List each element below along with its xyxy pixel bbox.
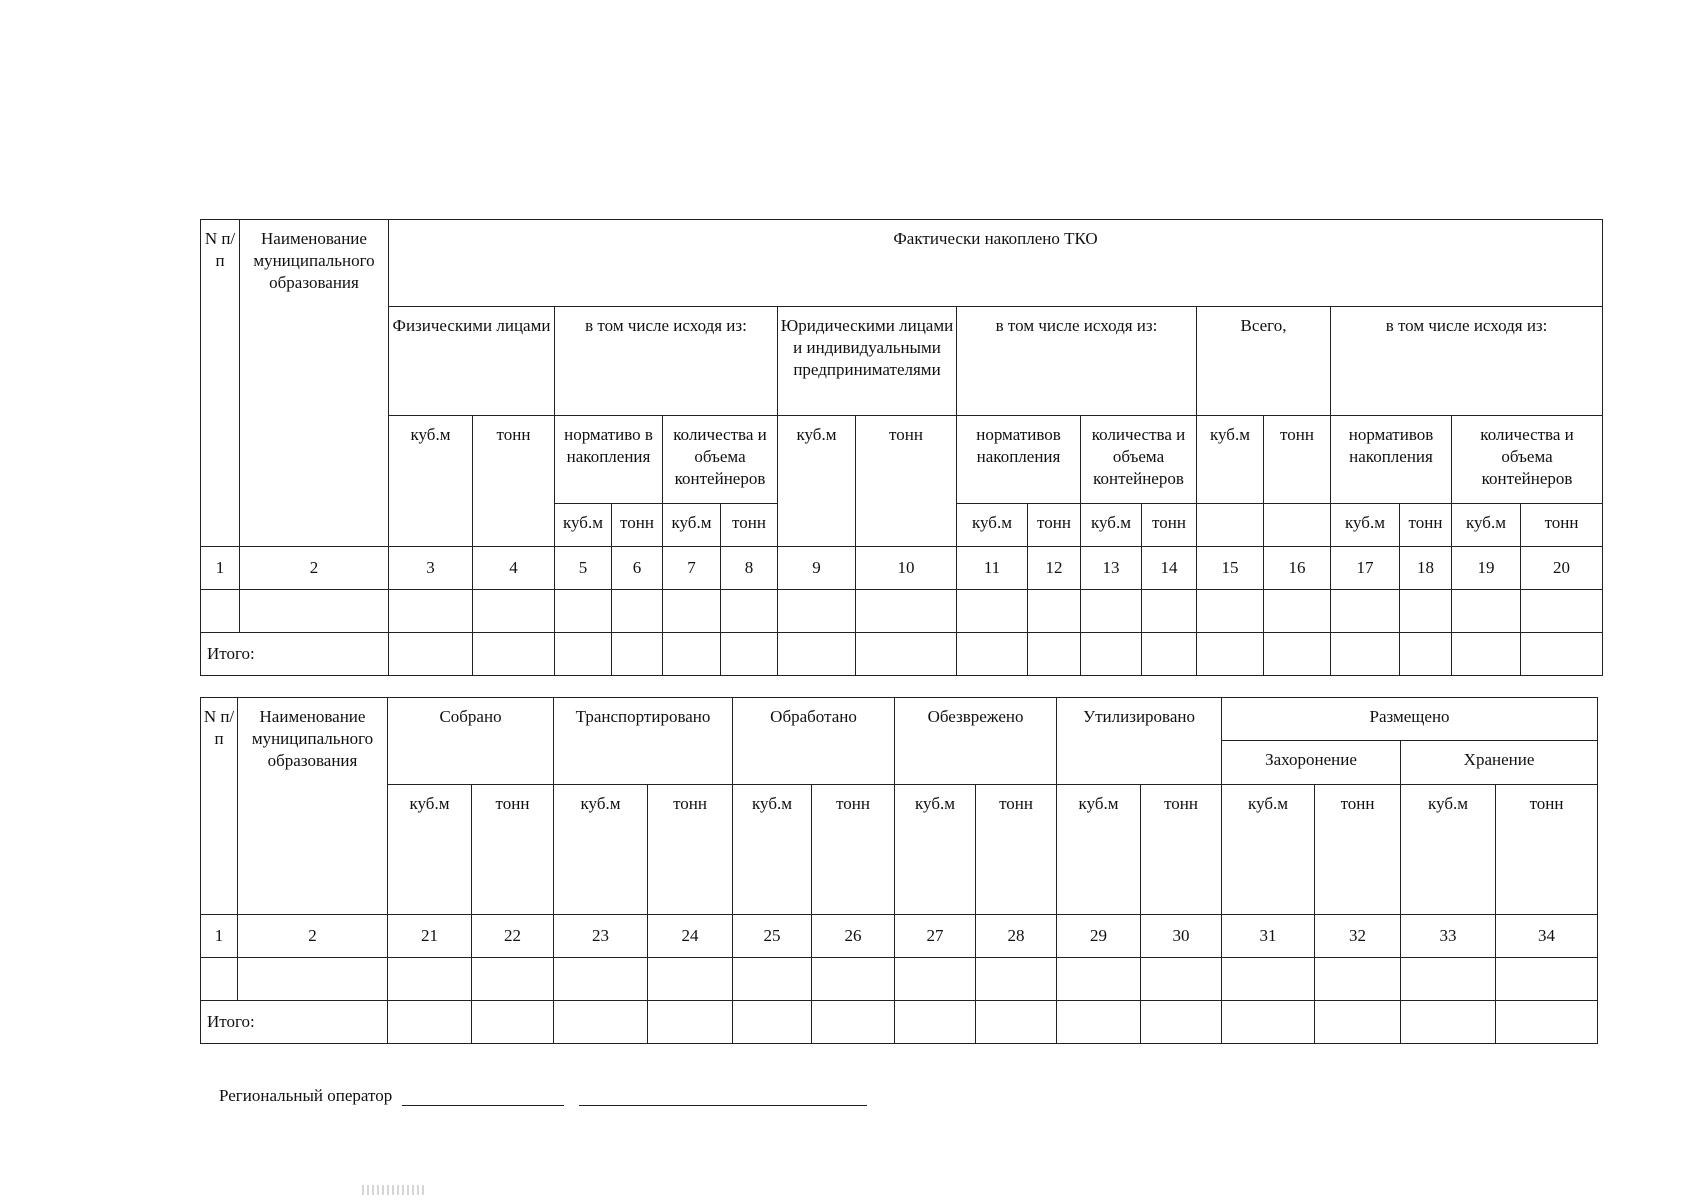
header-municipality: Наименование муниципального образования xyxy=(238,698,388,915)
empty-cell xyxy=(1496,1001,1598,1044)
empty-cell xyxy=(812,958,895,1001)
column-number: 15 xyxy=(1197,547,1264,590)
total-label: Итого: xyxy=(201,633,389,676)
empty-cell xyxy=(555,590,612,633)
unit-cub: куб.м xyxy=(1331,504,1400,547)
empty-cell xyxy=(389,633,473,676)
empty-cell xyxy=(1331,633,1400,676)
empty-cell xyxy=(663,633,721,676)
empty-cell xyxy=(648,958,733,1001)
header-neutralized: Обезврежено xyxy=(895,698,1057,785)
empty-cell xyxy=(1197,504,1264,547)
column-number: 25 xyxy=(733,915,812,958)
empty-cell xyxy=(1197,590,1264,633)
column-number: 24 xyxy=(648,915,733,958)
empty-cell xyxy=(778,633,856,676)
header-containers-3: количества и объема контейнеров xyxy=(1452,416,1603,504)
empty-cell xyxy=(1400,590,1452,633)
empty-cell xyxy=(1401,958,1496,1001)
empty-cell xyxy=(201,958,238,1001)
header-row-1 xyxy=(201,220,1603,307)
unit-ton: тонн xyxy=(612,504,663,547)
unit-ton: тонн xyxy=(1028,504,1081,547)
column-number: 18 xyxy=(1400,547,1452,590)
unit-ton: тонн xyxy=(1496,785,1598,915)
empty-cell xyxy=(812,1001,895,1044)
empty-cell xyxy=(1028,633,1081,676)
unit-cub: куб.м xyxy=(389,416,473,547)
unit-cub: куб.м xyxy=(663,504,721,547)
total-row xyxy=(201,1001,1598,1044)
unit-cub: куб.м xyxy=(1401,785,1496,915)
header-row-3 xyxy=(201,416,1603,504)
header-including-2: в том числе исходя из: xyxy=(957,307,1197,416)
empty-cell xyxy=(612,633,663,676)
column-number: 4 xyxy=(473,547,555,590)
empty-cell xyxy=(1264,504,1331,547)
unit-ton: тонн xyxy=(1315,785,1401,915)
empty-cell xyxy=(733,1001,812,1044)
empty-cell xyxy=(388,958,472,1001)
unit-ton: тонн xyxy=(1264,416,1331,504)
header-including-3: в том числе исходя из: xyxy=(1331,307,1603,416)
empty-cell xyxy=(1521,633,1603,676)
regional-operator-signature xyxy=(219,1086,867,1106)
unit-cub: куб.м xyxy=(554,785,648,915)
column-number: 28 xyxy=(976,915,1057,958)
header-row-2 xyxy=(201,307,1603,416)
header-containers-2: количества и объема контейнеров xyxy=(1081,416,1197,504)
empty-cell xyxy=(473,633,555,676)
header-num: N п/п xyxy=(201,698,238,915)
header-collected: Собрано xyxy=(388,698,554,785)
empty-cell xyxy=(1142,590,1197,633)
empty-cell xyxy=(976,958,1057,1001)
unit-cub: куб.м xyxy=(733,785,812,915)
regional-operator-label: Региональный оператор xyxy=(219,1086,393,1105)
empty-cell xyxy=(1081,633,1142,676)
column-number: 2 xyxy=(240,547,389,590)
empty-cell xyxy=(1057,1001,1141,1044)
empty-cell xyxy=(240,590,389,633)
column-number: 32 xyxy=(1315,915,1401,958)
column-number: 31 xyxy=(1222,915,1315,958)
column-number: 22 xyxy=(472,915,554,958)
total-row xyxy=(201,633,1603,676)
empty-cell xyxy=(1057,958,1141,1001)
unit-cub: куб.м xyxy=(1081,504,1142,547)
column-number: 14 xyxy=(1142,547,1197,590)
name-line[interactable] xyxy=(579,1089,867,1106)
unit-ton: тонн xyxy=(721,504,778,547)
unit-ton: тонн xyxy=(1400,504,1452,547)
header-row-1 xyxy=(201,698,1598,741)
header-total: Всего, xyxy=(1197,307,1331,416)
empty-cell xyxy=(663,590,721,633)
empty-cell xyxy=(1452,633,1521,676)
empty-cell xyxy=(1141,958,1222,1001)
empty-cell xyxy=(1264,590,1331,633)
empty-cell xyxy=(976,1001,1057,1044)
waste-processing-table xyxy=(200,697,1598,1044)
empty-cell xyxy=(612,590,663,633)
header-including-1: в том числе исходя из: xyxy=(555,307,778,416)
column-number: 8 xyxy=(721,547,778,590)
column-number: 10 xyxy=(856,547,957,590)
unit-cub: куб.м xyxy=(1222,785,1315,915)
column-number: 30 xyxy=(1141,915,1222,958)
unit-ton: тонн xyxy=(648,785,733,915)
header-storage: Хранение xyxy=(1401,741,1598,785)
header-burial: Захоронение xyxy=(1222,741,1401,785)
column-number: 27 xyxy=(895,915,976,958)
column-number: 11 xyxy=(957,547,1028,590)
column-number: 3 xyxy=(389,547,473,590)
column-number: 13 xyxy=(1081,547,1142,590)
column-number: 17 xyxy=(1331,547,1400,590)
empty-data-row xyxy=(201,958,1598,1001)
header-containers-1: количества и объема контейнеров xyxy=(663,416,778,504)
empty-cell xyxy=(1401,1001,1496,1044)
empty-cell xyxy=(1264,633,1331,676)
empty-cell xyxy=(201,590,240,633)
empty-cell xyxy=(1521,590,1603,633)
column-number: 9 xyxy=(778,547,856,590)
header-norms-1: нормативо в накопления xyxy=(555,416,663,504)
empty-cell xyxy=(1452,590,1521,633)
empty-cell xyxy=(1141,1001,1222,1044)
column-number: 26 xyxy=(812,915,895,958)
unit-ton: тонн xyxy=(473,416,555,547)
empty-cell xyxy=(1400,633,1452,676)
column-number: 12 xyxy=(1028,547,1081,590)
empty-cell xyxy=(1222,1001,1315,1044)
empty-cell xyxy=(554,1001,648,1044)
column-number: 16 xyxy=(1264,547,1331,590)
empty-cell xyxy=(648,1001,733,1044)
unit-ton: тонн xyxy=(1141,785,1222,915)
empty-cell xyxy=(554,958,648,1001)
empty-cell xyxy=(472,958,554,1001)
empty-cell xyxy=(957,590,1028,633)
column-number: 33 xyxy=(1401,915,1496,958)
header-legal-entities: Юридическими лицами и индивидуальными предпринимателями xyxy=(778,307,957,416)
header-actual-accumulated: Фактически накоплено ТКО xyxy=(389,220,1603,307)
unit-cub: куб.м xyxy=(555,504,612,547)
empty-cell xyxy=(778,590,856,633)
unit-cub: куб.м xyxy=(957,504,1028,547)
column-number: 23 xyxy=(554,915,648,958)
column-number-row xyxy=(201,915,1598,958)
column-number-row xyxy=(201,547,1603,590)
empty-cell xyxy=(856,590,957,633)
empty-cell xyxy=(957,633,1028,676)
column-number: 21 xyxy=(388,915,472,958)
scan-artifact xyxy=(362,1185,424,1195)
column-number: 2 xyxy=(238,915,388,958)
empty-cell xyxy=(1315,958,1401,1001)
unit-cub: куб.м xyxy=(1057,785,1141,915)
unit-cub: куб.м xyxy=(895,785,976,915)
unit-ton: тонн xyxy=(976,785,1057,915)
empty-cell xyxy=(555,633,612,676)
unit-ton: тонн xyxy=(1521,504,1603,547)
unit-ton: тонн xyxy=(856,416,957,547)
unit-cub: куб.м xyxy=(388,785,472,915)
header-row-3 xyxy=(201,785,1598,915)
empty-cell xyxy=(1081,590,1142,633)
empty-cell xyxy=(721,633,778,676)
empty-cell xyxy=(856,633,957,676)
empty-cell xyxy=(721,590,778,633)
unit-cub: куб.м xyxy=(778,416,856,547)
column-number: 20 xyxy=(1521,547,1603,590)
unit-ton: тонн xyxy=(812,785,895,915)
empty-cell xyxy=(1496,958,1598,1001)
total-label: Итого: xyxy=(201,1001,388,1044)
empty-cell xyxy=(895,958,976,1001)
header-municipality: Наименование муниципального образования xyxy=(240,220,389,547)
empty-cell xyxy=(473,590,555,633)
column-number: 1 xyxy=(201,915,238,958)
unit-cub: куб.м xyxy=(1452,504,1521,547)
header-norms-3: нормативов накопления xyxy=(1331,416,1452,504)
empty-cell xyxy=(895,1001,976,1044)
accumulated-waste-table xyxy=(200,219,1603,676)
header-utilized: Утилизировано xyxy=(1057,698,1222,785)
empty-cell xyxy=(389,590,473,633)
empty-cell xyxy=(1331,590,1400,633)
column-number: 29 xyxy=(1057,915,1141,958)
empty-cell xyxy=(1028,590,1081,633)
column-number: 1 xyxy=(201,547,240,590)
unit-cub: куб.м xyxy=(1197,416,1264,504)
header-norms-2: нормативов накопления xyxy=(957,416,1081,504)
empty-cell xyxy=(472,1001,554,1044)
empty-cell xyxy=(1222,958,1315,1001)
column-number: 5 xyxy=(555,547,612,590)
header-transported: Транспортировано xyxy=(554,698,733,785)
unit-ton: тонн xyxy=(1142,504,1197,547)
empty-cell xyxy=(1142,633,1197,676)
unit-ton: тонн xyxy=(472,785,554,915)
empty-cell xyxy=(238,958,388,1001)
empty-cell xyxy=(388,1001,472,1044)
header-num: N п/п xyxy=(201,220,240,547)
column-number: 34 xyxy=(1496,915,1598,958)
empty-cell xyxy=(733,958,812,1001)
signature-line[interactable] xyxy=(402,1089,564,1106)
column-number: 6 xyxy=(612,547,663,590)
empty-cell xyxy=(1197,633,1264,676)
empty-cell xyxy=(1315,1001,1401,1044)
empty-data-row xyxy=(201,590,1603,633)
header-placed: Размещено xyxy=(1222,698,1598,741)
column-number: 19 xyxy=(1452,547,1521,590)
column-number: 7 xyxy=(663,547,721,590)
header-individuals: Физическими лицами xyxy=(389,307,555,416)
header-processed: Обработано xyxy=(733,698,895,785)
